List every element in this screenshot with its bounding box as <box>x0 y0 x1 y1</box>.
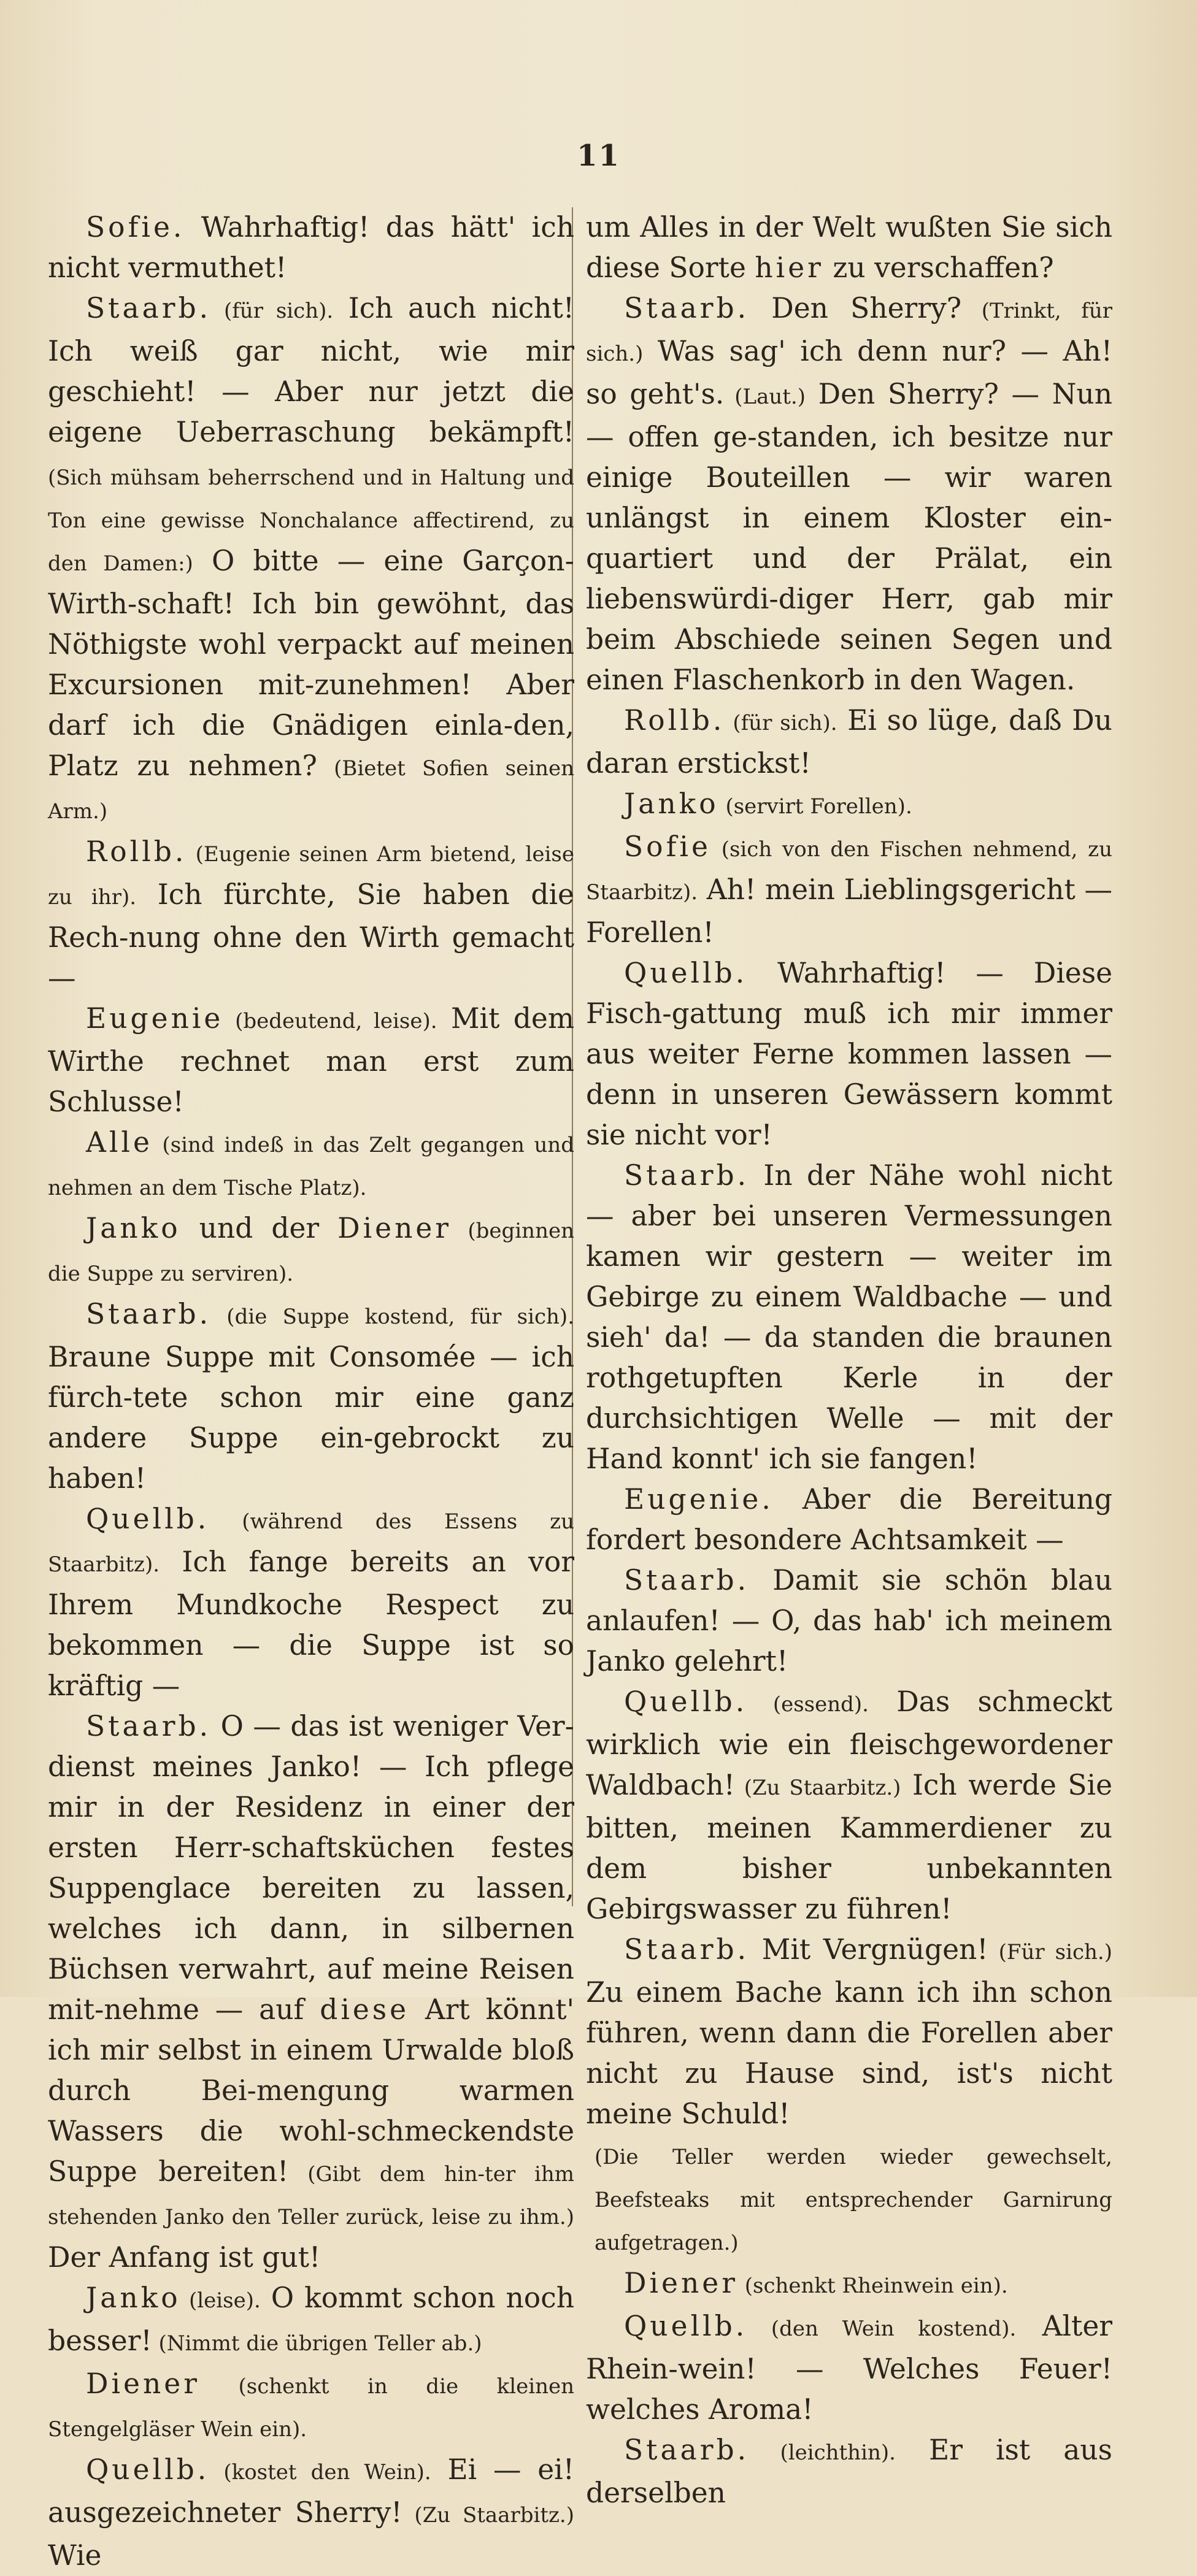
speech-alle <box>48 1122 574 1208</box>
speech-janko <box>586 784 1112 827</box>
speech-text: um Alles in der Welt wußten Sie sich diese Sorte <box>586 211 1112 284</box>
speech-text: Braune Suppe mit Consomée — ich fürch-tete schon mir eine ganz andere Suppe ein-gebrockt zu haben! <box>48 1341 574 1495</box>
speaker-name: Rollb. <box>624 704 725 737</box>
stage-direction: (essend). <box>747 1692 869 1717</box>
speech-text: Mit dem Wirthe rechnet man erst zum Schlusse! <box>48 1002 574 1118</box>
speech-text: O — das ist weniger Ver-dienst meines Janko! — Ich pflege mir in der Residenz in einer der ersten Herr-schaftsküchen festes Suppenglace bereiten zu lassen, welches ich dann, in silbernen Büchsen verwahrt, auf meine Reisen mit-nehme — auf <box>48 1710 574 2026</box>
speech-text: Wahrhaftig! — Diese Fisch-gattung muß ich mir immer aus weiter Ferne kommen lassen — denn in unseren Gewässern kommt sie nicht vor! <box>586 957 1112 1151</box>
stage-direction: (Bietet Sofien seinen Arm.) <box>48 756 574 824</box>
speech-text: Art könnt' ich mir selbst in einem Urwalde bloß durch Bei-mengung warmen Wassers die wohl-schmeckendste Suppe bereiten! <box>48 1993 574 2188</box>
stage-direction: (schenkt in die kleinen Stengelgläser Wein ein). <box>48 2374 574 2442</box>
emphasis: hier <box>755 251 824 284</box>
speaker-name: Quellb. <box>624 957 748 989</box>
stage-direction: (für sich). <box>725 711 837 735</box>
speech-staarb <box>586 1560 1112 1682</box>
stage-direction: (den Wein kostend). <box>747 2317 1017 2341</box>
speech-staarb <box>48 1706 574 2278</box>
speaker-name: Janko <box>624 788 719 820</box>
speech-text: Den Sherry? <box>749 292 962 324</box>
speaker-name: Staarb. <box>624 1564 750 1597</box>
speech-text: und der <box>180 1212 338 1244</box>
stage-direction: (Trinkt, für sich.) <box>586 299 1112 366</box>
speaker-name: Diener <box>624 2267 738 2299</box>
speaker-name: Janko <box>86 2282 181 2314</box>
speech-text: O kommt schon noch besser! <box>48 2282 574 2357</box>
speech-text: Er ist aus derselben <box>586 2434 1112 2509</box>
speech-text: Alter Rhein-wein! — Welches Feuer! welches Aroma! <box>586 2310 1112 2426</box>
speaker-name: Alle <box>86 1126 153 1159</box>
stage-direction: (leichthin). <box>749 2440 896 2465</box>
stage-direction: (Sich mühsam beherrschend und in Haltung und Ton eine gewisse Nonchalance affectirend, zu den Damen:) <box>48 466 574 576</box>
speech-staarb <box>48 1294 574 1499</box>
stage-direction: (Gibt dem hin-ter ihm stehenden Janko den Teller zurück, leise zu ihm.) <box>48 2162 575 2229</box>
speaker-name: Sofie. <box>86 211 185 243</box>
speaker-name: Sofie <box>624 830 711 863</box>
speech-text: Ich werde Sie bitten, meinen Kammerdiener zu dem bisher unbekannten Gebirgswasser zu führen! <box>586 1769 1113 1925</box>
speech-text: Aber die Bereitung fordert besondere Achtsamkeit — <box>586 1483 1112 1556</box>
speech-rollb <box>586 700 1112 784</box>
stage-direction: (Zu Staarbitz.) <box>734 1776 901 1800</box>
speech-text: Der Anfang ist gut! <box>48 2241 321 2274</box>
speaker-name: Diener <box>337 1212 452 1244</box>
speech-quellb <box>586 1682 1112 1930</box>
speech-staarb <box>586 1156 1112 1479</box>
speech-text: Ah! mein Lieblingsgericht — Forellen! <box>586 873 1112 949</box>
speech-text: Ei so lüge, daß Du daran erstickst! <box>586 704 1112 780</box>
speech-text: Zu einem Bache kann ich ihn schon führen, wenn dann die Forellen aber nicht zu Hause sind, ist's nicht meine Schuld! <box>586 1976 1112 2130</box>
left-column <box>48 207 575 2572</box>
stage-direction: (kostet den Wein). <box>209 2460 431 2485</box>
speaker-name: Eugenie <box>86 1002 224 1035</box>
speech-quellb <box>48 2450 574 2576</box>
speech-text: Ich fürchte, Sie haben die Rech-nung ohne den Wirth gemacht — <box>48 878 574 994</box>
stage-direction: (sind indeß in das Zelt gegangen und nehmen an dem Tische Platz). <box>48 1133 574 1200</box>
speech-staarb <box>586 288 1112 700</box>
speech-janko-diener <box>48 1208 574 1294</box>
page-number: 11 <box>577 139 620 173</box>
speaker-name: Quellb. <box>624 2310 748 2342</box>
speech-quellb <box>586 2306 1112 2430</box>
speaker-name: Janko <box>86 1212 181 1244</box>
stage-direction: (während des Essens zu Staarbitz). <box>48 1509 574 1577</box>
stage-direction-block <box>586 2134 1112 2263</box>
speech-diener <box>586 2263 1112 2306</box>
speech-text: Wie <box>48 2539 102 2572</box>
speech-text: Ich fange bereits an vor Ihrem Mundkoche Respect zu bekommen — die Suppe ist so kräftig — <box>48 1546 574 1702</box>
speech-staarb <box>48 288 574 832</box>
speech-text: Wahrhaftig! das hätt' ich nicht vermuthet! <box>48 211 574 284</box>
speaker-name: Rollb. <box>86 835 187 868</box>
speech-text: Mit Vergnügen! <box>749 1933 988 1966</box>
speech-text: Ei — ei! ausgezeichneter Sherry! <box>48 2453 575 2529</box>
speech-text: Damit sie schön blau anlaufen! — O, das hab' ich meinem Janko gelehrt! <box>586 1564 1112 1677</box>
speech-quellb <box>48 1499 574 1706</box>
stage-direction: (Laut.) <box>724 385 806 409</box>
speech-text: Was sag' ich denn nur? — Ah! so geht's. <box>586 335 1112 410</box>
speech-quellb <box>586 953 1112 1156</box>
speech-janko <box>48 2278 574 2364</box>
stage-direction: (für sich). <box>211 299 334 323</box>
speech-diener <box>48 2364 574 2450</box>
speech-text: In der Nähe wohl nicht — aber bei unseren Vermessungen kamen wir gestern — weiter im Gebirge zu einem Waldbache — und sieh' da! — da standen die braunen rothgetupften Kerle in der durchsichtigen Welle — mit der Hand konnt' ich sie fangen! <box>586 1159 1112 1475</box>
speaker-name: Staarb. <box>86 1298 212 1330</box>
stage-direction: (servirt Forellen). <box>718 794 912 819</box>
stage-direction: (Zu Staarbitz.) <box>402 2503 575 2528</box>
stage-direction: (beginnen die Suppe zu serviren). <box>48 1219 574 1286</box>
speaker-name: Diener <box>86 2367 200 2400</box>
speech-text: O bitte — eine Garçon-Wirth-schaft! Ich bin gewöhnt, das Nöthigste wohl verpackt auf meinen Excursionen mit-zunehmen! Aber darf ich die Gnädigen einla-den, Platz zu nehmen? <box>48 545 574 782</box>
stage-direction: (die Suppe kostend, für sich). <box>211 1305 574 1329</box>
stage-direction: (bedeutend, leise). <box>223 1009 437 1033</box>
speaker-name: Quellb. <box>86 1503 210 1535</box>
speech-rollb <box>48 832 574 999</box>
speech-text: zu verschaffen? <box>823 251 1054 284</box>
speaker-name: Staarb. <box>624 2434 750 2466</box>
speaker-name: Staarb. <box>624 1933 750 1966</box>
speech-staarb <box>586 2430 1112 2513</box>
speech-text: Ich auch nicht! Ich weiß gar nicht, wie mir geschieht! — Aber nur jetzt die eigene Ueberraschung bekämpft! <box>48 292 575 448</box>
stage-direction: (schenkt Rheinwein ein). <box>737 2274 1008 2298</box>
speaker-name: Quellb. <box>86 2453 210 2486</box>
speaker-name: Staarb. <box>86 292 212 324</box>
stage-direction: (Die Teller werden wieder gewechselt, Beefsteaks mit entsprechender Garnirung aufgetragen.) <box>595 2145 1112 2255</box>
speaker-name: Eugenie. <box>624 1483 774 1516</box>
speech-text: Das schmeckt wirklich wie ein fleischgewordener Waldbach! <box>586 1685 1112 1801</box>
stage-direction: (leise). <box>180 2288 261 2313</box>
speaker-name: Quellb. <box>624 1685 748 1718</box>
speech-continuation <box>586 207 1112 288</box>
speaker-name: Staarb. <box>624 1159 750 1192</box>
stage-direction: (Für sich.) <box>988 1940 1112 1965</box>
speech-staarb <box>586 1930 1112 2134</box>
speech-sofie <box>586 827 1112 953</box>
speaker-name: Staarb. <box>86 1710 212 1742</box>
stage-direction: (sich von den Fischen nehmend, zu Staarbitz). <box>586 837 1112 905</box>
emphasis: diese <box>320 1993 410 2026</box>
stage-direction: (Eugenie seinen Arm bietend, leise zu ihr). <box>48 842 574 910</box>
speech-sofie <box>48 207 574 288</box>
speech-eugenie <box>48 999 574 1122</box>
stage-direction: (Nimmt die übrigen Teller ab.) <box>152 2331 482 2356</box>
speech-text: Den Sherry? — Nun — offen ge-standen, ich besitze nur einige Bouteillen — wir waren unlängst in einem Kloster ein-quartiert und der Prälat, ein liebenswürdi-diger Herr, gab mir beim Abschiede seinen Segen und einen Flaschenkorb in den Wagen. <box>586 378 1113 696</box>
speech-eugenie <box>586 1479 1112 1560</box>
speaker-name: Staarb. <box>624 292 750 324</box>
right-column <box>586 207 1113 2509</box>
